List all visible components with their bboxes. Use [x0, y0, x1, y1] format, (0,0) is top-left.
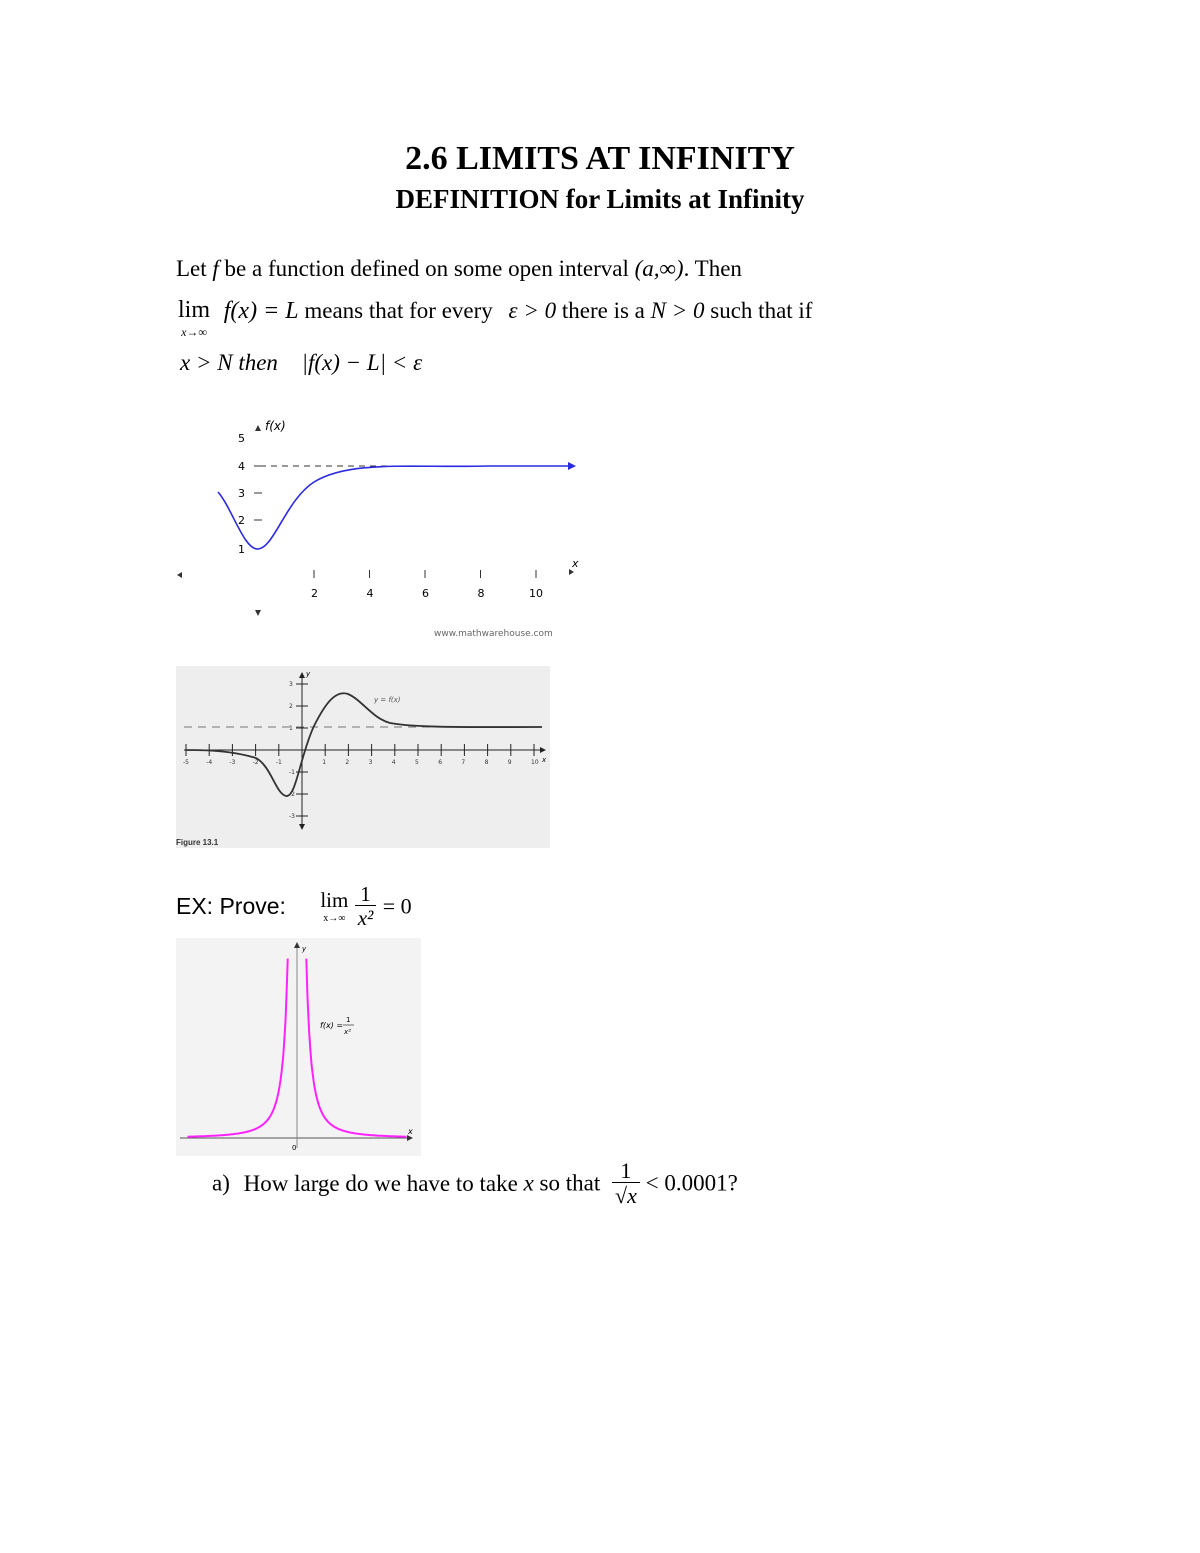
y-tick-label: 2: [238, 514, 245, 527]
y-axis-label: f(x): [265, 419, 286, 433]
question-a: [212, 1160, 738, 1207]
x-tick-label: 9: [507, 759, 512, 766]
function-label-numerator: 1: [346, 1016, 351, 1024]
x-tick-label: 6: [438, 759, 443, 766]
text-x-greater-N: x > N then: [180, 350, 278, 375]
definition-line-3: [180, 350, 422, 376]
x-tick-label: 5: [415, 759, 419, 766]
interval: (a,∞): [634, 256, 684, 281]
y-axis-label: y: [306, 670, 311, 678]
figure-caption: Figure 13.1: [176, 838, 219, 847]
y-tick-label: 5: [238, 432, 245, 445]
curve-label: y = f(x): [374, 696, 401, 704]
question-text-so-that: so that: [533, 1170, 601, 1196]
question-fraction: [612, 1160, 640, 1207]
x-tick-label: 4: [366, 587, 374, 600]
x-axis-label: x: [572, 557, 579, 570]
y-tick-label: -1: [289, 769, 295, 776]
y-axis-label: y: [302, 945, 307, 953]
x-ticks: [311, 570, 543, 600]
example-statement: [176, 884, 412, 929]
definition-heading: DEFINITION for Limits at Infinity: [395, 184, 805, 214]
question-variable: x: [523, 1170, 534, 1196]
y-tick-label: 3: [289, 681, 293, 688]
example-fraction: [355, 884, 377, 929]
lim-word: lim: [320, 887, 349, 912]
y-tick-label: 4: [238, 460, 245, 473]
y-tick-label: 2: [289, 703, 293, 710]
y-axis-arrow-icon: [255, 425, 261, 431]
definition-line-1: [176, 256, 742, 282]
y-tick-label: 3: [238, 487, 245, 500]
text-there-is: there is a: [561, 298, 651, 323]
text-such-that: such that if: [710, 298, 813, 323]
figure-limit-graph: [170, 410, 590, 645]
lim-word: lim: [178, 297, 211, 323]
x-tick-label: 2: [311, 587, 318, 600]
x-tick-label: 10: [531, 759, 539, 766]
origin-label: 0: [292, 1144, 297, 1152]
text-defined: be a function defined on some open interval: [218, 256, 635, 281]
y-tick-label: 1: [289, 725, 293, 732]
x-axis-left-arrow-icon: [177, 572, 182, 578]
x-tick-label: 1: [322, 759, 327, 766]
watermark: www.mathwarehouse.com: [434, 629, 553, 639]
x-axis-label: x: [542, 756, 547, 764]
epsilon-inequality: |f(x) − L| < ε: [301, 350, 423, 375]
x-axis-label: x: [408, 1127, 413, 1136]
symbol-f: f: [212, 256, 219, 281]
y-tick-label: -2: [289, 791, 295, 798]
question-rhs: < 0.0001?: [645, 1170, 738, 1196]
curve-f: [218, 466, 568, 549]
x-tick-label: -1: [275, 759, 282, 766]
fraction-denominator: x²: [355, 905, 377, 929]
x-tick-label: 2: [345, 759, 350, 766]
x-tick-label: -3: [229, 759, 236, 766]
figure-reciprocal-square: [176, 938, 421, 1156]
x-tick-label: -2: [252, 759, 259, 766]
epsilon-condition: ε > 0: [508, 298, 557, 323]
text-let: Let: [176, 256, 213, 281]
lim-subscript: x→∞: [323, 912, 346, 924]
example-rhs: = 0: [382, 893, 412, 919]
section-heading: 2.6 LIMITS AT INFINITY: [405, 140, 795, 177]
figure-background: [176, 938, 421, 1156]
N-condition: N > 0: [650, 298, 705, 323]
x-tick-label: 3: [368, 759, 373, 766]
x-tick-label: -5: [183, 759, 189, 766]
y-tick-label: -3: [289, 813, 295, 820]
limit-notation: [320, 887, 349, 924]
question-label: a): [212, 1170, 230, 1196]
x-tick-label: 8: [484, 759, 489, 766]
definition-line-2: [178, 298, 812, 338]
limit-notation: [178, 298, 210, 338]
question-text: How large do we have to take: [243, 1170, 524, 1196]
y-ticks: [238, 432, 262, 556]
limit-expression: f(x) = L: [223, 298, 299, 324]
y-axis-down-arrow-icon: [255, 610, 261, 616]
figure-13-1: [176, 666, 550, 848]
fraction-denominator: √x: [612, 1182, 640, 1207]
example-label: EX: Prove:: [176, 893, 286, 919]
function-label-denominator: x²: [344, 1028, 351, 1036]
text-means: means that for every: [304, 298, 499, 323]
y-tick-label: 1: [238, 543, 245, 556]
figure-background: [176, 666, 550, 848]
x-tick-label: 10: [529, 587, 543, 600]
x-tick-label: 8: [477, 587, 485, 600]
fraction-numerator: 1: [620, 1158, 632, 1183]
text-then: . Then: [683, 256, 742, 281]
x-tick-label: 6: [422, 587, 429, 600]
x-tick-label: 7: [461, 759, 466, 766]
curve-arrow-icon: [568, 462, 576, 470]
lim-subscript: x→∞: [181, 325, 207, 339]
fraction-numerator: 1: [360, 882, 371, 906]
function-label: f(x) =: [320, 1021, 344, 1030]
x-tick-label: 4: [391, 759, 396, 766]
x-tick-label: -4: [206, 759, 213, 766]
